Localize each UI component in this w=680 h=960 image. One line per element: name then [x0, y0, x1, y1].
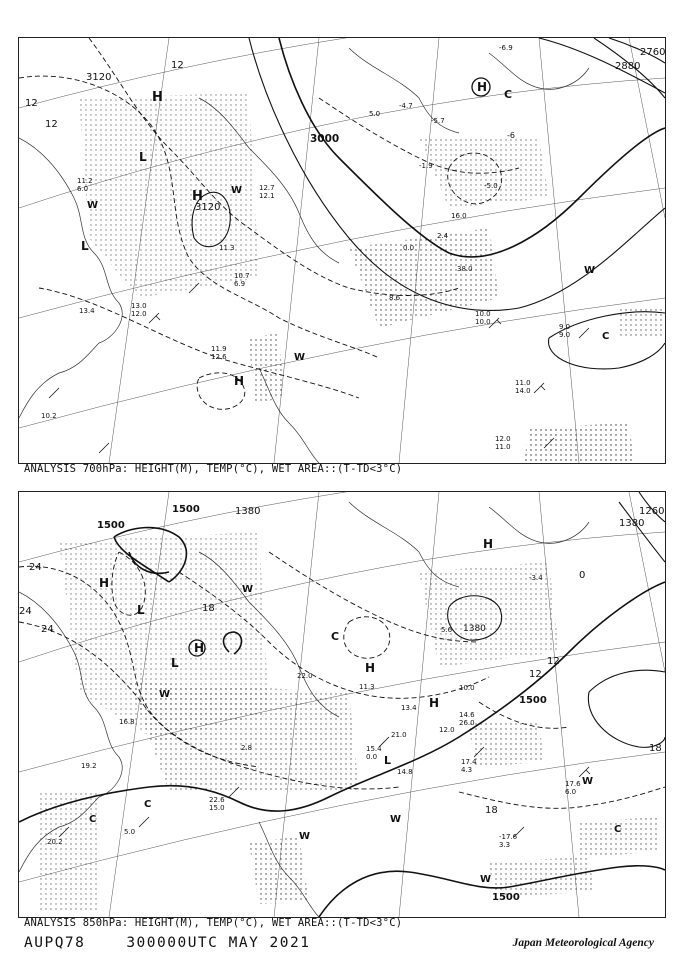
temperature-label: 12	[25, 98, 38, 109]
station-value: 9.0	[559, 331, 571, 339]
center-label: C	[602, 331, 610, 342]
station-value: 17.6	[565, 780, 581, 788]
center-label: L	[81, 239, 89, 253]
station-value: 4.3	[461, 766, 473, 774]
station-value: 12.0	[131, 310, 147, 318]
station-value: 10.0	[475, 318, 491, 326]
station-value: -5.7	[431, 117, 445, 125]
station-value: 2.8	[241, 744, 253, 752]
center-label: H	[234, 374, 245, 388]
station-value: 15.0	[209, 804, 225, 812]
center-label: L	[139, 150, 147, 164]
station-value: 5.0	[124, 828, 136, 836]
station-value: 16.8	[119, 718, 135, 726]
center-label: C	[614, 824, 622, 835]
height-label: 3000	[310, 133, 340, 145]
center-label: L	[137, 603, 145, 617]
station-value: 6.9	[234, 280, 246, 288]
height-label: 1380	[463, 624, 486, 634]
center-label: H	[365, 661, 376, 675]
station-value: 6.0	[565, 788, 577, 796]
center-label: W	[294, 352, 306, 363]
center-label: W	[87, 200, 99, 211]
station-value: 5.0	[369, 110, 381, 118]
station-value: 17.4	[461, 758, 477, 766]
center-label: C	[331, 630, 340, 643]
temperature-label: 24	[29, 562, 42, 573]
station-value: 12.6	[211, 353, 227, 361]
station-value: 15.4	[366, 745, 382, 753]
height-label: 1500	[172, 504, 200, 515]
height-label: 3120	[86, 72, 112, 83]
temperature-label: 0	[579, 570, 586, 581]
station-value: 12.1	[259, 192, 275, 200]
temperature-label: 12	[171, 60, 184, 71]
chart-code: AUPQ78	[24, 935, 86, 951]
station-value: 10.7	[234, 272, 250, 280]
station-value: 11.0	[515, 379, 531, 387]
station-value: 20.2	[47, 838, 63, 846]
station-value: 10.0	[475, 310, 491, 318]
center-label: H	[429, 696, 440, 710]
center-label: H	[194, 641, 205, 655]
station-value: 0.0	[366, 753, 378, 761]
map-canvas-850hpa	[19, 492, 665, 917]
chart-datetime: 300000UTC MAY 2021	[126, 935, 311, 951]
map-panel-850hpa	[18, 491, 666, 918]
station-value: 3.3	[499, 841, 511, 849]
center-label: H	[152, 90, 163, 105]
station-value: 12.0	[495, 435, 511, 443]
temperature-label: 24	[41, 624, 54, 635]
chart-header	[24, 935, 310, 951]
station-value: 13.4	[401, 704, 417, 712]
station-value: -4.7	[399, 102, 413, 110]
center-label: C	[89, 814, 97, 825]
station-value: -17.6	[499, 833, 518, 841]
center-label: H	[483, 537, 494, 551]
station-value: 0.0	[403, 244, 415, 252]
station-value: 38.0	[457, 265, 473, 273]
station-value: 14.8	[397, 768, 413, 776]
center-label: W	[480, 874, 492, 885]
caption-700hpa: ANALYSIS 700hPa: HEIGHT(M), TEMP(°C), WET AREA::(T-TD<3°C)	[24, 463, 403, 475]
temperature-label: 12	[529, 669, 542, 680]
height-label: 3120	[195, 202, 221, 213]
height-label: 2760	[640, 47, 665, 58]
center-label: L	[384, 754, 392, 767]
center-label: H	[99, 576, 110, 590]
station-value: 26.0	[459, 719, 475, 727]
station-value: 11.9	[211, 345, 227, 353]
station-value: 14.6	[459, 711, 475, 719]
station-value: 10.0	[459, 684, 475, 692]
station-value: 19.2	[81, 762, 97, 770]
station-value: 11.2	[77, 177, 93, 185]
temperature-label: -6	[507, 131, 515, 140]
height-label: 1500	[519, 695, 547, 706]
caption-850hpa: ANALYSIS 850hPa: HEIGHT(M), TEMP(°C), WET AREA::(T-TD<3°C)	[24, 917, 403, 929]
station-value: 16.0	[451, 212, 467, 220]
temperature-label: 18	[202, 603, 215, 614]
center-label: H	[477, 80, 488, 94]
temperature-label: 24	[19, 606, 32, 617]
temperature-label: 12	[547, 656, 560, 667]
station-value: 11.3	[219, 244, 235, 252]
center-label: W	[242, 584, 254, 595]
height-label: 1380	[235, 506, 261, 517]
station-value: 13.4	[79, 307, 95, 315]
center-label: W	[299, 831, 311, 842]
station-value: -1.9	[419, 162, 433, 170]
station-value: 22.0	[297, 672, 313, 680]
wet-areas	[79, 93, 665, 463]
station-value: 12.7	[259, 184, 275, 192]
temperature-label: 18	[649, 743, 662, 754]
agency-name: Japan Meteorological Agency	[512, 937, 654, 949]
height-label: 1500	[492, 892, 520, 903]
center-label: W	[584, 265, 596, 276]
station-value: 11.0	[495, 443, 511, 451]
temperature-label: -3.4	[529, 574, 543, 582]
center-label: C	[504, 88, 513, 101]
map-panel-700hpa	[18, 37, 666, 464]
center-label: W	[231, 185, 243, 196]
station-value: 8.6	[389, 294, 401, 302]
height-label: 1380	[619, 518, 645, 529]
center-label: W	[582, 776, 594, 787]
center-label: H	[192, 189, 203, 204]
map-canvas-700hpa	[19, 38, 665, 463]
station-value: 11.3	[359, 683, 375, 691]
center-label: L	[171, 656, 179, 670]
station-value: 14.0	[515, 387, 531, 395]
center-label: W	[390, 814, 402, 825]
height-contours	[192, 38, 665, 369]
station-value: 22.6	[209, 796, 225, 804]
station-value: 13.0	[131, 302, 147, 310]
station-value: 10.2	[41, 412, 57, 420]
station-value: 6.0	[77, 185, 89, 193]
station-value: 12.0	[439, 726, 455, 734]
station-value: -5.0	[484, 182, 498, 190]
center-label: W	[159, 689, 171, 700]
temperature-label: 12	[45, 119, 58, 130]
center-label: C	[144, 799, 152, 810]
height-label: 1500	[97, 520, 125, 531]
height-label: 1260	[639, 506, 665, 517]
station-value: 2.4	[437, 232, 449, 240]
station-value: 5.6	[441, 626, 453, 634]
station-value: 21.0	[391, 731, 407, 739]
station-value: 9.0	[559, 323, 571, 331]
station-value: -6.9	[499, 44, 513, 52]
height-label: 2880	[615, 61, 641, 72]
temperature-label: 18	[485, 805, 498, 816]
